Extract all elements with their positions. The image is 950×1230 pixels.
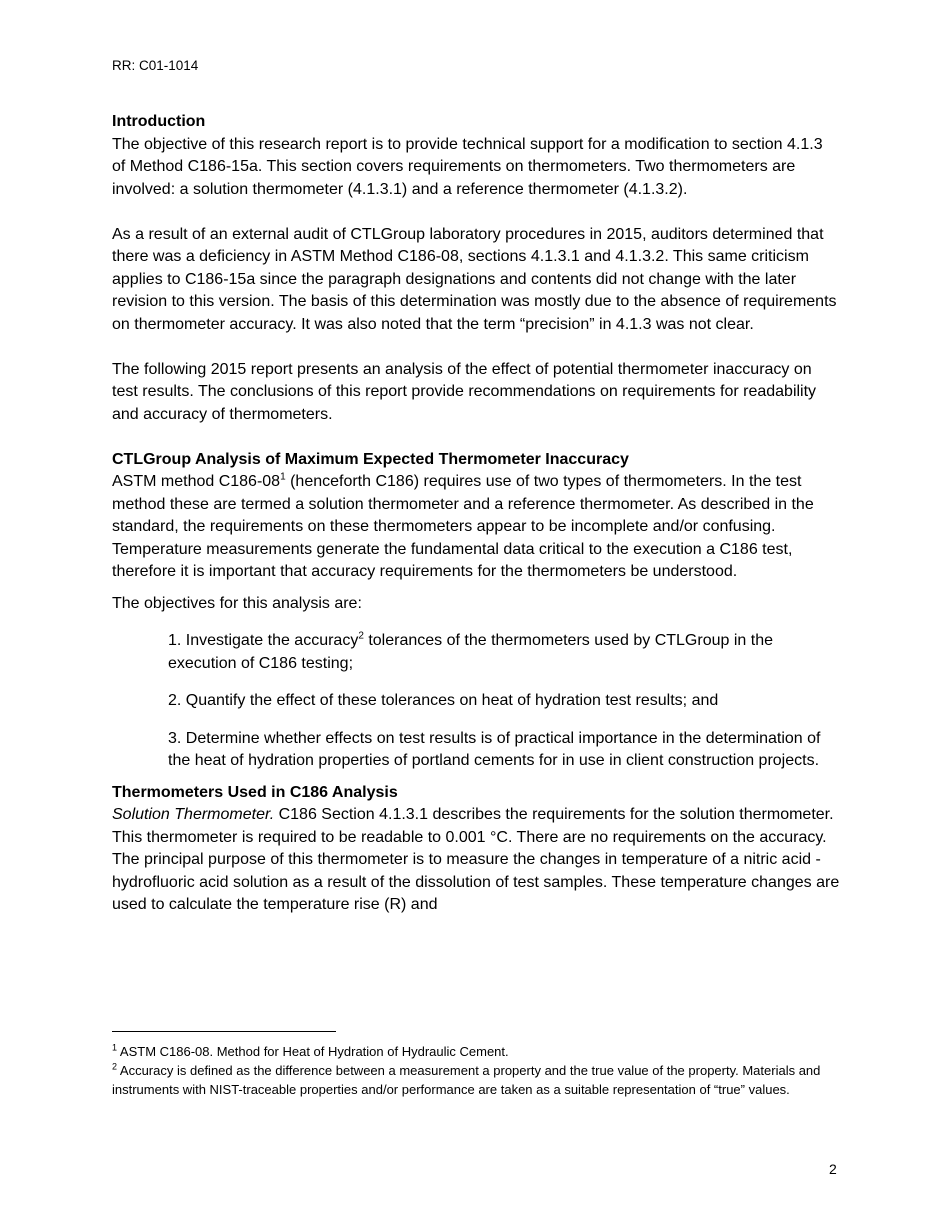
analysis-heading: CTLGroup Analysis of Maximum Expected Thermometer Inaccuracy xyxy=(112,450,629,468)
solution-thermometer-lead: Solution Thermometer. xyxy=(112,806,275,823)
footnote-ref-1: 1 xyxy=(280,471,286,483)
analysis-paragraph-1: ASTM method $C186-08^1$ (henceforth C186) requires use of two types of thermometers. In the test method these are termed a solution thermometer and a reference thermometer. As described in the standard, the requirements on these thermometers appear to be incomplete and/or confusing. Temperature measurements generate the fundamental data critical to the execution a C186 test, therefore it is important that accuracy requirements for the thermometers be understood. xyxy=(112,471,814,580)
introduction-paragraph-1: The objective of this research report is to provide technical support for a modification to section 4.1.3 of Method C186-15a. This section covers requirements on thermometers. Two thermometers are involved: a solution thermometer (4.1.3.1) and a reference thermometer (4.1.3.2). xyxy=(112,135,823,198)
introduction-heading: Introduction xyxy=(112,113,206,130)
thermometers-paragraph: Solution Thermometer. C186 Section 4.1.3.1 describes the requirements for the solution thermometer. This thermometer is required to be readable to 0.001 °C. There are no requirements on the accuracy. The principal purpose of this thermometer is to measure the changes in temperature of a nitric acid - hydrofluoric acid solution as a result of the dissolution of test samples. These temperature changes are used to calculate the temperature rise (R) and xyxy=(112,806,840,913)
footnote-2: $^2$ Accuracy is defined as the difference between a measurement a property and the true value of the property. Materials and instruments with NIST-traceable properties and/or performance are taken as a suitable representation of “true” values. xyxy=(112,1061,821,1097)
list-item: 2. Quantify the effect of these tolerances on heat of hydration test results; and xyxy=(168,692,719,709)
objectives-list xyxy=(168,630,840,773)
objectives-intro: The objectives for this analysis are: xyxy=(112,594,362,612)
introduction-paragraph-2: As a result of an external audit of CTLGroup laboratory procedures in 2015, auditors determined that there was a deficiency in ASTM Method C186-08, sections 4.1.3.1 and 4.1.3.2. This same criticism applies to C186-15a since the paragraph designations and contents did not change with the later revision to this version. The basis of this determination was mostly due to the absence of requirements on thermometer accuracy. It was also noted that the term “precision” in 4.1.3 was not clear. xyxy=(112,225,837,333)
report-id: RR: C01-1014 xyxy=(112,58,199,73)
footnote-divider xyxy=(112,1031,336,1032)
footnotes xyxy=(112,1042,840,1099)
footnote-1: $^1$ ASTM C186-08. Method for Heat of Hydration of Hydraulic Cement. xyxy=(112,1042,509,1059)
list-item: 3. Determine whether effects on test results is of practical importance in the determination of the heat of hydration properties of portland cements for in use in client construction projects. xyxy=(168,729,821,769)
list-item: 1. Investigate the accuracy$^2$ tolerances of the thermometers used by CTLGroup in the execution of C186 testing; xyxy=(168,630,773,672)
introduction-paragraph-3: The following 2015 report presents an analysis of the effect of potential thermometer inaccuracy on test results. The conclusions of this report provide recommendations on requirements for readability and accuracy of thermometers. xyxy=(112,360,817,423)
footnote-ref-2: 2 xyxy=(358,630,364,642)
page-number: 2 xyxy=(829,1161,837,1177)
thermometers-heading: Thermometers Used in C186 Analysis xyxy=(112,783,398,801)
document-body xyxy=(112,111,840,917)
